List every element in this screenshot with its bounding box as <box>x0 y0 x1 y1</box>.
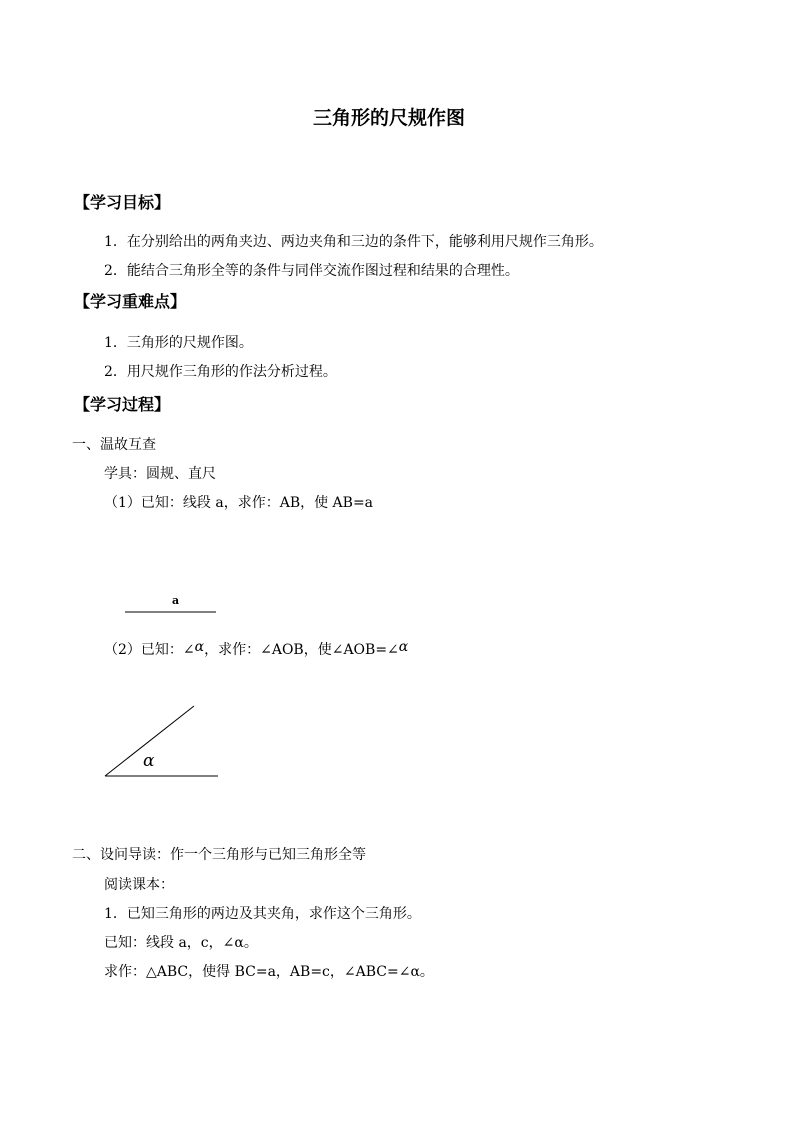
key-points-heading: 【学习重难点】 <box>74 292 187 311</box>
process-heading: 【学习过程】 <box>74 395 171 414</box>
read-text: 阅读课本： <box>104 877 174 893</box>
segment-label: a <box>172 594 180 607</box>
question-2-text <box>104 641 408 659</box>
goal-item-2: 2．能结合三角形全等的条件与同伴交流作图过程和结果的合理性。 <box>104 263 519 279</box>
construct-text: 求作：△ABC，使得 BC=a，AB=c，∠ABC=∠α。 <box>104 964 434 980</box>
question-2-part1: （2）已知：∠ <box>104 642 195 658</box>
alpha-symbol: α <box>194 639 205 655</box>
section2-title: 二、设问导读：作一个三角形与已知三角形全等 <box>72 847 366 863</box>
key-point-item-2: 2．用尺规作三角形的作法分析过程。 <box>104 364 337 380</box>
goals-heading: 【学习目标】 <box>74 193 171 212</box>
question-2-part2: ，求作：∠AOB，使∠AOB=∠ <box>204 642 399 658</box>
alpha-symbol: α <box>398 639 409 655</box>
section2-question-1: 1．已知三角形的两边及其夹角，求作这个三角形。 <box>104 906 421 922</box>
key-point-item-1: 1．三角形的尺规作图。 <box>104 335 253 351</box>
angle-label: α <box>143 751 155 771</box>
known-text: 已知：线段 a，c，∠α。 <box>104 935 258 951</box>
question-1-text: （1）已知：线段 a，求作：AB，使 AB=a <box>104 495 374 511</box>
section1-title: 一、温故互查 <box>72 437 156 453</box>
page-title: 三角形的尺规作图 <box>313 107 466 129</box>
tools-text: 学具：圆规、直尺 <box>104 466 216 482</box>
goal-item-1: 1．在分别给出的两角夹边、两边夹角和三边的条件下，能够利用尺规作三角形。 <box>104 234 603 250</box>
